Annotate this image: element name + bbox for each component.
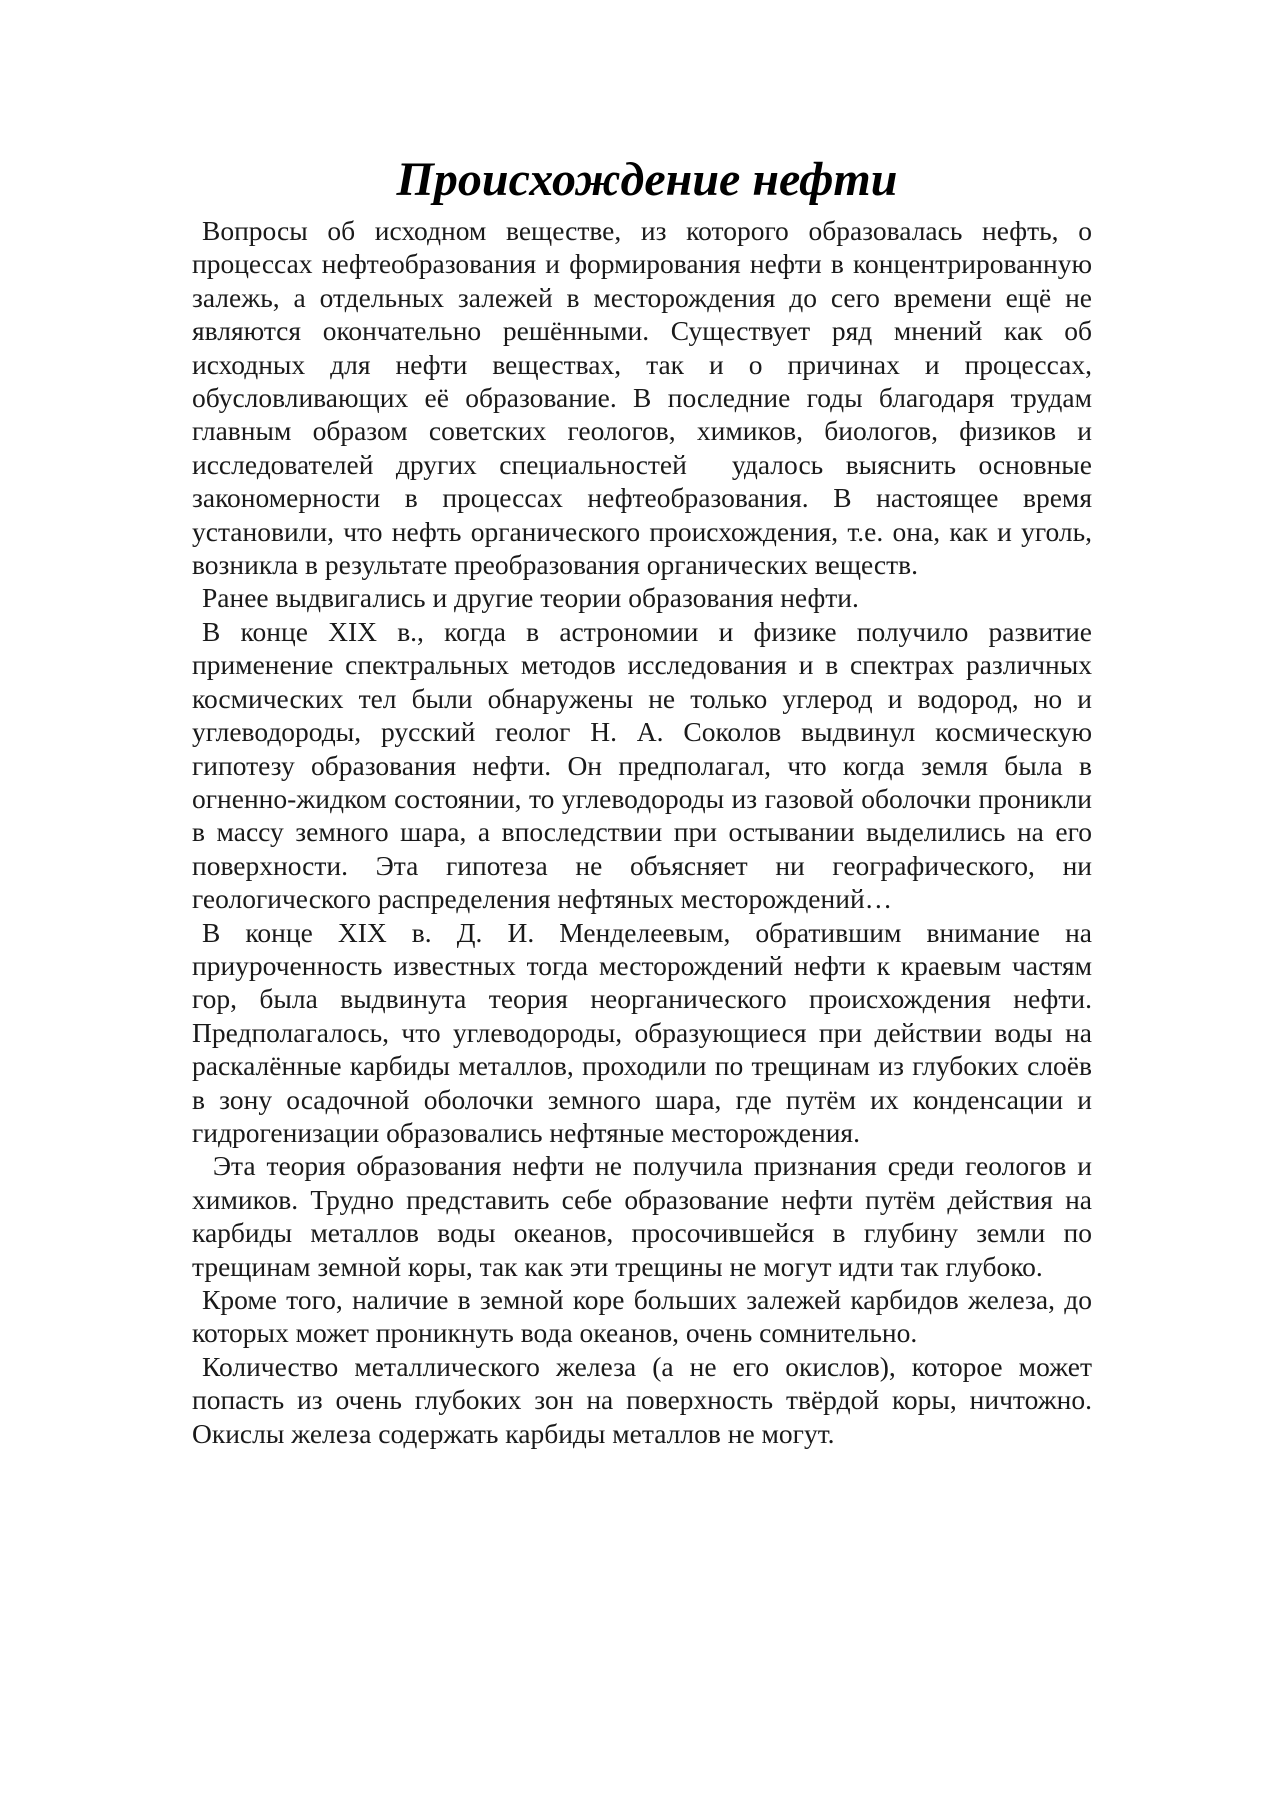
paragraph-other-theories: Ранее выдвигались и другие теории образования нефти.: [202, 582, 859, 614]
paragraph-organic-origin: Вопросы об исходном веществе, из которого образовалась нефть, о процессах нефтеобразования и формирования нефти в концентрированную залежь, а отдельных залежей в месторождения до сего времени ещё не являются окончательно решёнными. Существует ряд мнений как об исходных для нефти веществах, так и о причинах и процессах, обусловливающих её образование. В последние годы благодаря трудам главным образом советских геологов, химиков, биологов, физиков и исследователей других специальностей удалось выяснить основные закономерности в процессах нефтеобразования. В настоящее время установили, что нефть органического происхождения, т.е. она, как и уголь, возникла в результате преобразования органических веществ.: [192, 215, 1099, 581]
paragraph-metallic-iron: Количество металлического железа (а не его окислов), которое может попасть из очень глубоких зон на поверхность твёрдой коры, ничтожно. Окислы железа содержать карбиды металлов не могут.: [192, 1350, 1099, 1449]
paragraph-cosmic-hypothesis: В конце XIX в., когда в астрономии и физике получило развитие применение спектральных методов исследования и в спектрах различных космических тел были обнаружены не только углерод и водород, но и углеводороды, русский геолог Н. А. Соколов выдвинул космическую гипотезу образования нефти. Он предполагал, что когда земля была в огненно-жидком состоянии, то углеводороды из газовой оболочки проникли в массу земного шара, а впоследствии при остывании выделились на его поверхности. Эта гипотеза не объясняет ни географического, ни геологического распределения нефтяных месторождений…: [192, 615, 1099, 915]
document-title: Происхождение нефти: [396, 153, 898, 206]
document-body: [192, 150, 1106, 1450]
paragraph-theory-criticism: Эта теория образования нефти не получила признания среди геологов и химиков. Трудно представить себе образование нефти путём действия на карбиды металлов воды океанов, просочившейся в глубину земли по трещинам земной коры, так как эти трещины не могут идти так глубоко.: [192, 1150, 1106, 1282]
paragraph-mendeleev-theory: В конце XIX в. Д. И. Менделеевым, обратившим внимание на приуроченность известных тогда месторождений нефти к краевым частям гор, была выдвинута теория неорганического происхождения нефти. Предполагалось, что углеводороды, образующиеся при действии воды на раскалённые карбиды металлов, проходили по трещинам из глубоких слоёв в зону осадочной оболочки земного шара, где путём их конденсации и гидрогенизации образовались нефтяные месторождения.: [192, 916, 1099, 1148]
paragraph-iron-carbides: Кроме того, наличие в земной коре больших залежей карбидов железа, до которых может проникнуть вода океанов, очень сомнительно.: [192, 1284, 1099, 1349]
